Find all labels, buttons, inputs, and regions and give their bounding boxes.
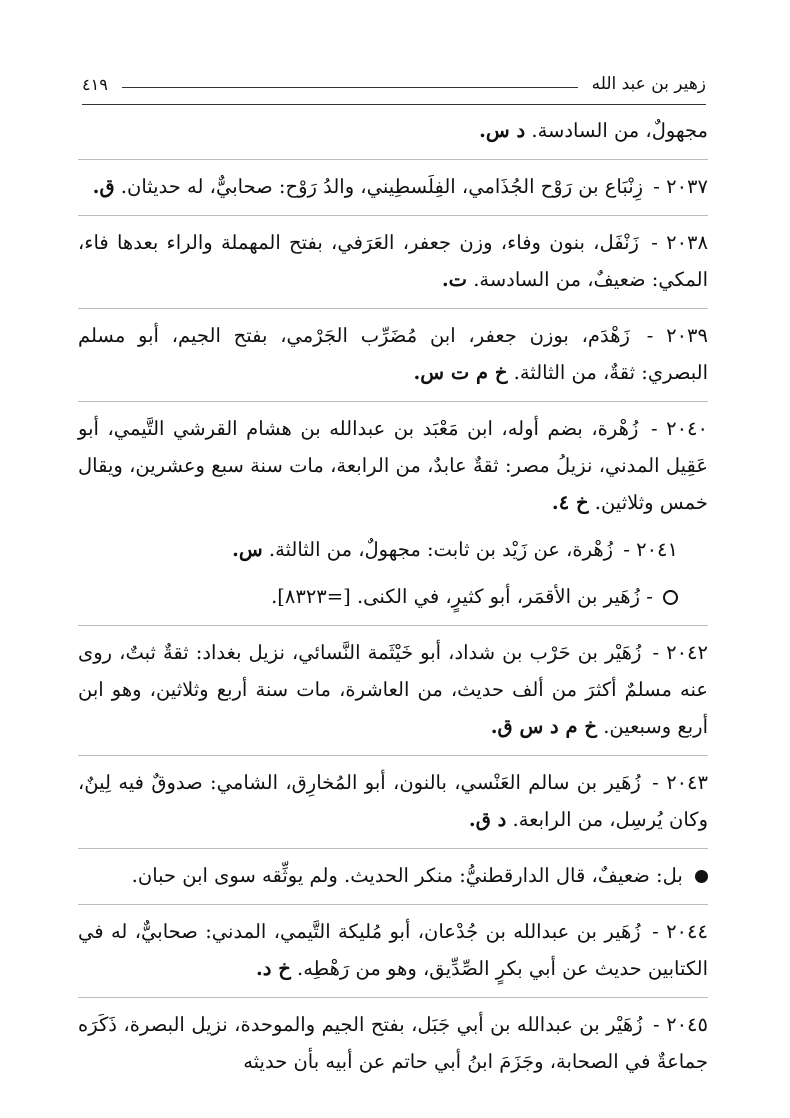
entry-sigla: ق. <box>92 175 115 198</box>
entry-sigla: د ق. <box>468 808 507 831</box>
entry-sigla: خ م ت س. <box>413 361 508 384</box>
page-body <box>78 112 708 1090</box>
entry-sigla: ت. <box>441 268 467 291</box>
entry-number: ٢٠٤٣ - <box>652 771 708 794</box>
entry-2039 <box>78 308 708 391</box>
entry-2043 <box>78 755 708 838</box>
open-circle-icon <box>663 590 678 605</box>
running-header <box>82 64 706 105</box>
entry-text: - زُهَير بن الأقمَر، أبو كثيرٍ، في الكنى. [=٨٣٢٣]. <box>271 585 653 608</box>
entry-text: زِنْبَاع بن رَوْح الجُذَامي، الفِلَسطِيني، والدُ رَوْح: صحابيٌّ، له حديثان. <box>120 175 644 198</box>
entry-number: ٢٠٣٩ - <box>646 324 709 347</box>
entry-text: زُهَير بن سالم العَنْسي، بالنون، أبو المُخارِق، الشامي: صدوقٌ فيه لِينٌ، وكان يُرسِل، من الرابعة. <box>78 771 708 831</box>
entry-text: زَهْدَم، بوزن جعفر، ابن مُضَرِّب الجَرْمي، بفتح الجيم، أبو مسلم البصري: ثقةٌ، من الثالثة. <box>78 324 708 384</box>
entry-2038 <box>78 215 708 298</box>
entry-text: زُهَيْر بن عبدالله بن أبي جَبَل، بفتح الجيم والموحدة، نزيل البصرة، ذَكَرَه جماعةٌ في الصحابة، وجَزَمَ ابنُ أبي حاتم عن أبيه بأن حديثه <box>78 1013 708 1073</box>
entry-text: زُهْرة، بضم أوله، ابن مَعْبَد بن عبدالله بن هشام القرشي التَّيمي، أبو عَقِيل المدني، نزيلُ مصر: ثقةٌ عابدٌ، من الرابعة، مات سنة سبع وعشرين، ويقال خمس وثلاثين. <box>78 417 708 514</box>
entry-number: ٢٠٤٤ - <box>652 920 708 943</box>
entry-2040 <box>78 401 708 521</box>
entry-2041 <box>78 531 708 568</box>
entry-text: زُهْرة، عن زَيْد بن ثابت: مجهولٌ، من الثالثة. <box>268 538 614 561</box>
entry-2044 <box>78 904 708 987</box>
entry-text: زُهَير بن عبدالله بن جُدْعان، أبو مُليكة التَّيمي، المدني: صحابيٌّ، له في الكتابين حديث عن أبي بكرٍ الصِّدِّيق، وهو من رَهْطِه. <box>78 920 708 980</box>
entry-sigla: خ ٤. <box>551 491 589 514</box>
entry-sigla: د س. <box>479 119 526 142</box>
entry-text: بل: ضعيفٌ، قال الدارقطنيُّ: منكر الحديث. ولم يوثِّقه سوى ابن حبان. <box>131 864 683 887</box>
entry-2042 <box>78 625 708 745</box>
entry-text: مجهولٌ، من السادسة. <box>531 119 708 142</box>
entry-number: ٢٠٤٥ - <box>653 1013 708 1036</box>
entry-2045 <box>78 997 708 1080</box>
filled-circle-icon <box>695 870 708 883</box>
entry-sigla: خ م د س ق. <box>490 715 597 738</box>
entry-number: ٢٠٣٨ - <box>651 231 708 254</box>
entry-sigla: س. <box>232 538 263 561</box>
page-number: ٤١٩ <box>82 74 108 94</box>
entry-editor-note <box>78 848 708 894</box>
entry-continuation <box>78 112 708 149</box>
entry-number: ٢٠٣٧ - <box>653 175 708 198</box>
entry-sigla: خ د. <box>255 957 291 980</box>
entry-number: ٢٠٤٢ - <box>652 641 708 664</box>
entry-cross-reference <box>78 578 708 615</box>
header-rule <box>122 87 578 88</box>
header-title: زهير بن عبد الله <box>591 74 706 94</box>
entry-number: ٢٠٤٠ - <box>650 417 709 440</box>
entry-number: ٢٠٤١ - <box>623 538 678 561</box>
entry-text: زُهَيْر بن حَرْب بن شداد، أبو خَيْثَمة النَّسائي، نزيل بغداد: ثقةٌ ثبتٌ، روى عنه مسلمٌ أكثرَ من ألف حديث، من العاشرة، مات سنة أربع وثلاثين، وهو ابن أربع وسبعين. <box>78 641 708 738</box>
entry-2037 <box>78 159 708 205</box>
entry-text: زَنْفَل، بنون وفاء، وزن جعفر، العَرَفي، بفتح المهملة والراء بعدها فاء، المكي: ضعيفٌ، من السادسة. <box>78 231 708 291</box>
